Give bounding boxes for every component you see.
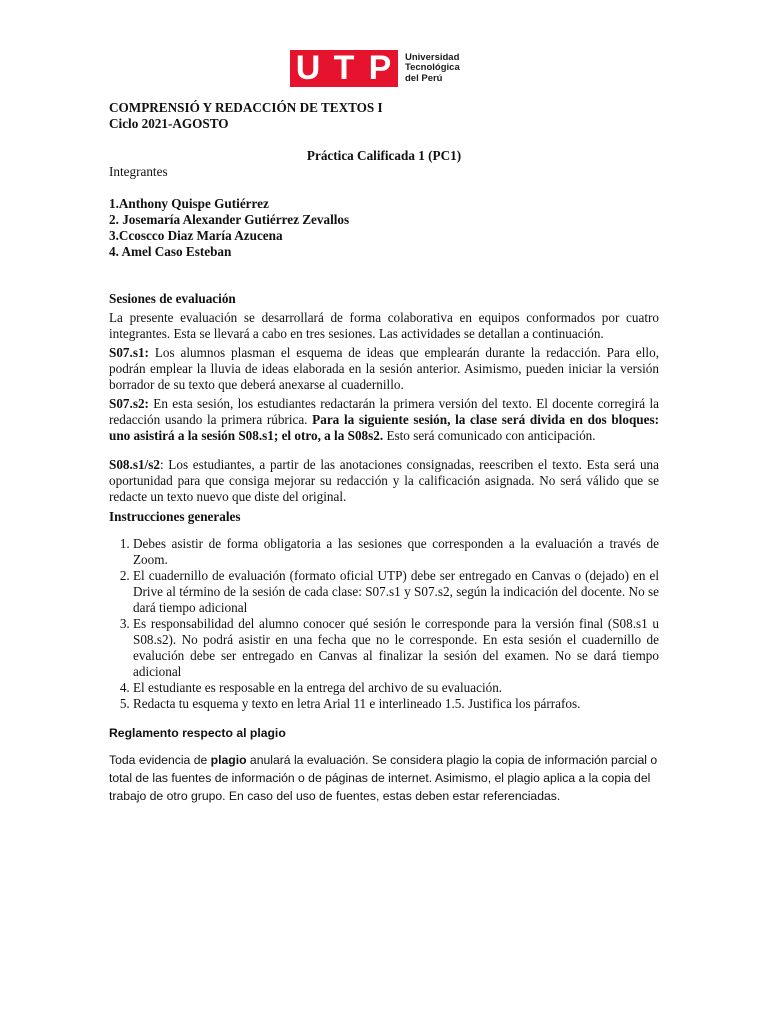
session-s07s1 (109, 345, 659, 393)
session-label: S07.s1: (109, 345, 149, 360)
members-list (109, 196, 659, 260)
session-label: S08.s1/s2 (109, 457, 160, 472)
instruction-item: 3. Es responsabilidad del alumno conocer qué sesión le corresponde para la versión final (S08.s1 u S08.s2). No podrá asistir en una fecha que no le corresponde. En esta sesión el cuadernillo de evalución debe ser entregado en Canvas al finalizar la sesión del examen. No se dará tiempo adicional (133, 616, 659, 680)
session-text: : Los estudiantes, a partir de las anotaciones consignadas, reescriben el texto. Esta será una oportunidad para que consiga mejorar su redacción y la calificación asignada. No será válido que se redacte un texto nuevo que diste del original. (109, 457, 659, 504)
member-item: 3.Ccoscco Diaz María Azucena (109, 228, 283, 243)
member-item: 4. Amel Caso Esteban (109, 244, 232, 259)
course-title: COMPRENSIÓ Y REDACCIÓN DE TEXTOS I (109, 100, 383, 115)
members-label: Integrantes (109, 164, 168, 179)
session-text-tail: Esto será comunicado con anticipación. (383, 428, 596, 443)
plagiarism-text-b: anulará la evaluación. Se considera plagio la copia de información parcial o total de las fuentes de información o de páginas de internet. Asimismo, el plagio aplica a la copia del trabajo de otro grupo. En caso del uso de fuentes, estas deben estar referenciadas. (109, 753, 658, 803)
practice-title: Práctica Calificada 1 (PC1) (306, 148, 462, 163)
instruction-item: 5. Redacta tu esquema y texto en letra Arial 11 e interlineado 1.5. Justifica los párrafos. (133, 696, 659, 712)
sessions-title: Sesiones de evaluación (109, 291, 236, 306)
session-s07s2 (109, 396, 659, 444)
utp-logo-box (290, 50, 398, 87)
utp-logo (290, 50, 460, 87)
instruction-item: 2. El cuadernillo de evaluación (formato oficial UTP) debe ser entregado en Canvas o (dejado) en el Drive al término de la sesión de cada clase: S07.s1 y S07.s2, según la indicación del docente. No se dará tiempo adicional (133, 568, 659, 616)
logo-line: Universidad (405, 51, 460, 63)
member-item: 2. Josemaría Alexander Gutiérrez Zevallos (109, 212, 350, 227)
session-s08 (109, 457, 659, 505)
sessions-intro: La presente evaluación se desarrollará de forma colaborativa en equipos conformados por cuatro integrantes. Esta se llevará a cabo en tres sesiones. Las actividades se detallan a continuación. (109, 310, 659, 341)
instruction-item: 1. Debes asistir de forma obligatoria a las sesiones que corresponden a la evaluación a través de Zoom. (133, 536, 659, 568)
logo-text (405, 53, 460, 85)
member-item: 1.Anthony Quispe Gutiérrez (109, 196, 269, 211)
plagiarism-text-a: Toda evidencia de (109, 753, 211, 767)
session-text: Los alumnos plasman el esquema de ideas que emplearán durante la redacción. Para ello, podrán emplear la lluvia de ideas elaborada en la sesión anterior. Asimismo, pueden iniciar la versión borrador de su texto que deberá anexarse al cuadernillo. (109, 345, 659, 392)
session-emphasis: Para la siguiente sesión, la clase será divida en dos bloques: uno asistirá a la sesión S08.s1; el otro, a la S08s2. (109, 412, 659, 443)
logo-letter: U (295, 49, 321, 87)
plagiarism-section (109, 724, 659, 805)
logo-line: del Perú (405, 72, 443, 84)
logo-letter: T (333, 49, 355, 87)
plagiarism-text (109, 751, 659, 805)
instruction-item: 4. El estudiante es resposable en la entrega del archivo de su evaluación. (133, 680, 659, 696)
session-text: En esta sesión, los estudiantes redactarán la primera versión del texto. El docente corregirá la redacción usando la primera rúbrica. (109, 396, 659, 427)
course-header (109, 100, 659, 132)
logo-letter: P (368, 49, 392, 87)
instructions-list (109, 536, 659, 712)
instructions-title: Instrucciones generales (109, 509, 241, 524)
document-content (109, 100, 659, 805)
logo-line: Tecnológica (405, 62, 460, 74)
course-cycle: Ciclo 2021-AGOSTO (109, 116, 229, 131)
plagiarism-emphasis: plagio (210, 753, 247, 767)
session-label: S07.s2: (109, 396, 149, 411)
plagiarism-title: Reglamento respecto al plagio (109, 726, 286, 740)
